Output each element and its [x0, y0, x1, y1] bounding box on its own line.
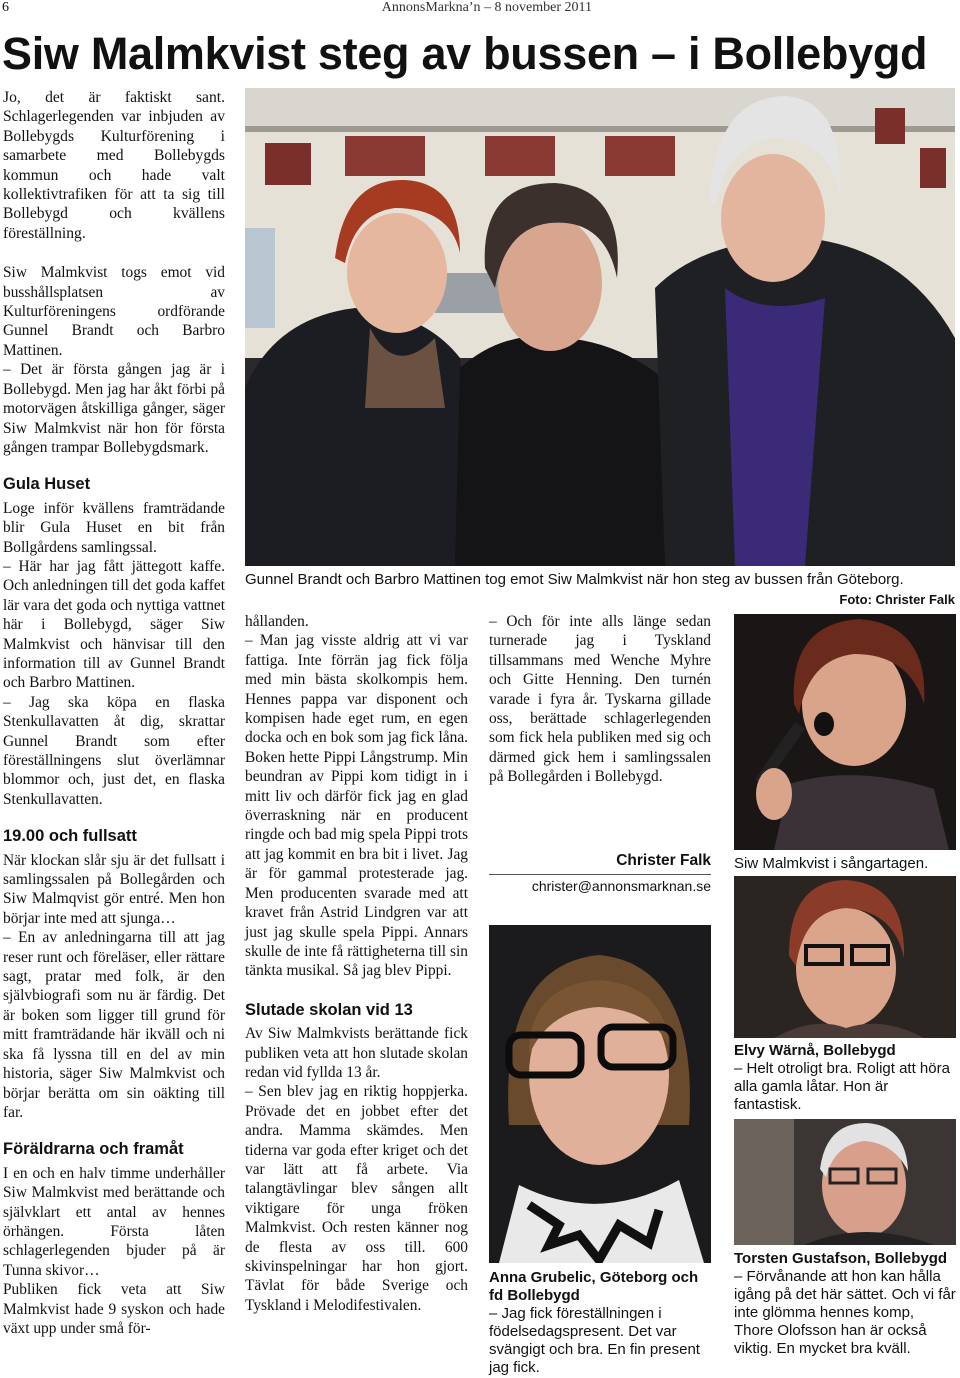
body-paragraph: – Det är första gången jag är i Bollebygd. Men jag har åkt förbi på motorvägen åtskilliga gånger, säger Siw Malmkvist när hon för första gången trampar Bollebygdsmark. [3, 361, 225, 456]
body-paragraph: – Och för inte alls länge sedan turnerade jag i Tyskland tillsammans med Wenche Myhre och Gitte Henning. Den turnén varade i fyra år. Tyskarna gillade oss, berättade schlagerlegenden som fick hela publiken med sig och därmed gick hem i samlingssalen på Bollegården i Bollebygd. [489, 613, 711, 786]
body-paragraph: Av Siw Malmkvists berättande fick publiken veta att hon slutade skolan redan vid fyllda 13 år. [245, 1025, 468, 1081]
page-header [0, 0, 960, 20]
subheading-1900: 19.00 och fullsatt [3, 827, 137, 846]
photo-siw-singing [734, 614, 956, 850]
subheading-foraldrarna: Föräldrarna och framåt [3, 1140, 184, 1159]
publication-date: AnnonsMarkna’n – 8 november 2011 [381, 0, 592, 15]
main-photo [245, 88, 955, 566]
caption-torsten-quote: – Förvånande att hon kan hålla igång på det här sättet. Och vi får inte glömma hennes komp, Thore Olofsson han är också viktig. En mycket bra kväll. [734, 1268, 956, 1357]
caption-elvy-quote: – Helt otroligt bra. Roligt att höra alla gamla låtar. Hon är fantastisk. [734, 1060, 950, 1113]
body-paragraph: – Här har jag fått jättegott kaffe. Och anledningen till det goda kaffet lär vara det goda och nyttiga vattnet här i Bollebygd, säger Siw Malmkvist och hänvisar till den information till av Gunnel Brandt och Barbro Mattinen. [3, 557, 225, 692]
byline-email: christer@annonsmarknan.se [531, 878, 711, 894]
byline-name: Christer Falk [616, 852, 711, 869]
body-paragraph: Siw Malmkvist togs emot vid busshållsplatsen av Kulturföreningens ordförande Gunnel Brandt och Barbro Mattinen. [3, 264, 225, 359]
left-column [3, 88, 225, 1338]
caption-anna [489, 1269, 711, 1377]
main-photo-caption: Gunnel Brandt och Barbro Mattinen tog emot Siw Malmkvist när hon steg av bussen från Göteborg. [245, 571, 904, 588]
body-paragraph: När klockan slår sju är det fullsatt i samlingssalen på Bollegården och Siw Malmqvist gör entré. Men hon börjar inte med att sjunga… [3, 851, 225, 927]
body-paragraph: – Sen blev jag en riktig hoppjerka. Prövade det en jobbet efter det andra. Mamma skämdes. Men tiderna var goda efter kriget och det var lätt att få arbete. Via talangtävlingar blev sången allt viktigare för unga fröken Malmkvist. Och resten känner nog de flesta av oss till. 600 skivinspelningar har hon gjort. Tävlat för både Sverige och Tyskland i Melodifestivalen. [245, 1083, 468, 1314]
caption-elvy-name: Elvy Wärnå, Bollebygd [734, 1042, 896, 1059]
body-paragraph: – En av anledningarna till att jag reser runt och föreläser, eller rättare sagt, pratar med folk, är den självbiografi som nu är färdig. Det är boken som ligger till grund för mitt framträdande här ikväll och ni ska få lyssna till en del av min historia, säger Siw Malmkvist och börjar berätta om sin oäkting till far. [3, 929, 225, 1121]
body-paragraph: Loge inför kvällens framträdande blir Gula Huset en bit från Bollgårdens samlingssal. [3, 499, 225, 556]
caption-torsten [734, 1250, 956, 1358]
body-paragraph: I en och en halv timme underhåller Siw Malmkvist med berättande och självklart ett antal av hennes örhängen. Första låten schlagerlegenden bjuder på är Tunna skivor… [3, 1164, 225, 1279]
right-text-column [489, 612, 711, 787]
body-paragraph: hållanden. [245, 613, 309, 630]
caption-torsten-name: Torsten Gustafson, Bollebygd [734, 1250, 948, 1267]
caption-anna-name: Anna Grubelic, Göteborg och fd Bollebygd [489, 1269, 699, 1304]
caption-siw: Siw Malmkvist i sångartagen. [734, 855, 929, 872]
headline: Siw Malmkvist steg av bussen – i Bollebygd [2, 28, 928, 79]
subheading-slutade-skolan: Slutade skolan vid 13 [245, 1000, 413, 1019]
subheading-gula-huset: Gula Huset [3, 475, 91, 494]
lead-paragraph: Jo, det är faktiskt sant. Schlagerlegenden var inbjuden av Bollebygds Kulturförening i samarbete med Bollebygds kommun och hade valt kollektivtrafiken för att ta sig till Bollebygd och kvällens föreställning. [3, 89, 225, 242]
caption-elvy [734, 1042, 956, 1114]
middle-column [245, 612, 468, 1315]
body-paragraph: Publiken fick veta att Siw Malmkvist hade 9 syskon och hade växt upp under små för- [3, 1281, 225, 1337]
caption-anna-quote: – Jag fick föreställningen i födelsedagspresent. Det var svängigt och bra. En fin present jag fick. [489, 1305, 700, 1376]
byline-rule [489, 874, 711, 875]
byline [489, 852, 711, 894]
page-number: 6 [2, 0, 9, 15]
photo-elvy [734, 876, 956, 1038]
photo-torsten [734, 1119, 956, 1245]
body-paragraph: – Man jag visste aldrig att vi var fattiga. Inte förrän jag fick följa med min bästa skolkompis hem. Hennes pappa var disponent och kompisen hade eget rum, en egen docka och en bok som jag fick låna. Boken hette Pippi Långstrump. Min beundran av Pippi kom tidigt in i mitt liv och därför fick jag en glad överraskning när en producent ringde och bad mig spela Pippi trots att jag kommit en bra bit i livet. Jag är för gammal protesterade jag. Men producenten svarade med att kravet från Astrid Lindgren var att just jag skulle spela Pippi. Annars skulle de inte få rättigheterna till sin tänkta musikal. Så jag blev Pippi. [245, 632, 468, 980]
body-paragraph: – Jag ska köpa en flaska Stenkullavatten åt dig, skrattar Gunnel Brandt som efter föreställningens slut överlämnar blommor och, just det, en flaska Stenkullavatten. [3, 693, 225, 808]
photo-anna [489, 925, 711, 1263]
photo-credit: Foto: Christer Falk [839, 592, 955, 607]
